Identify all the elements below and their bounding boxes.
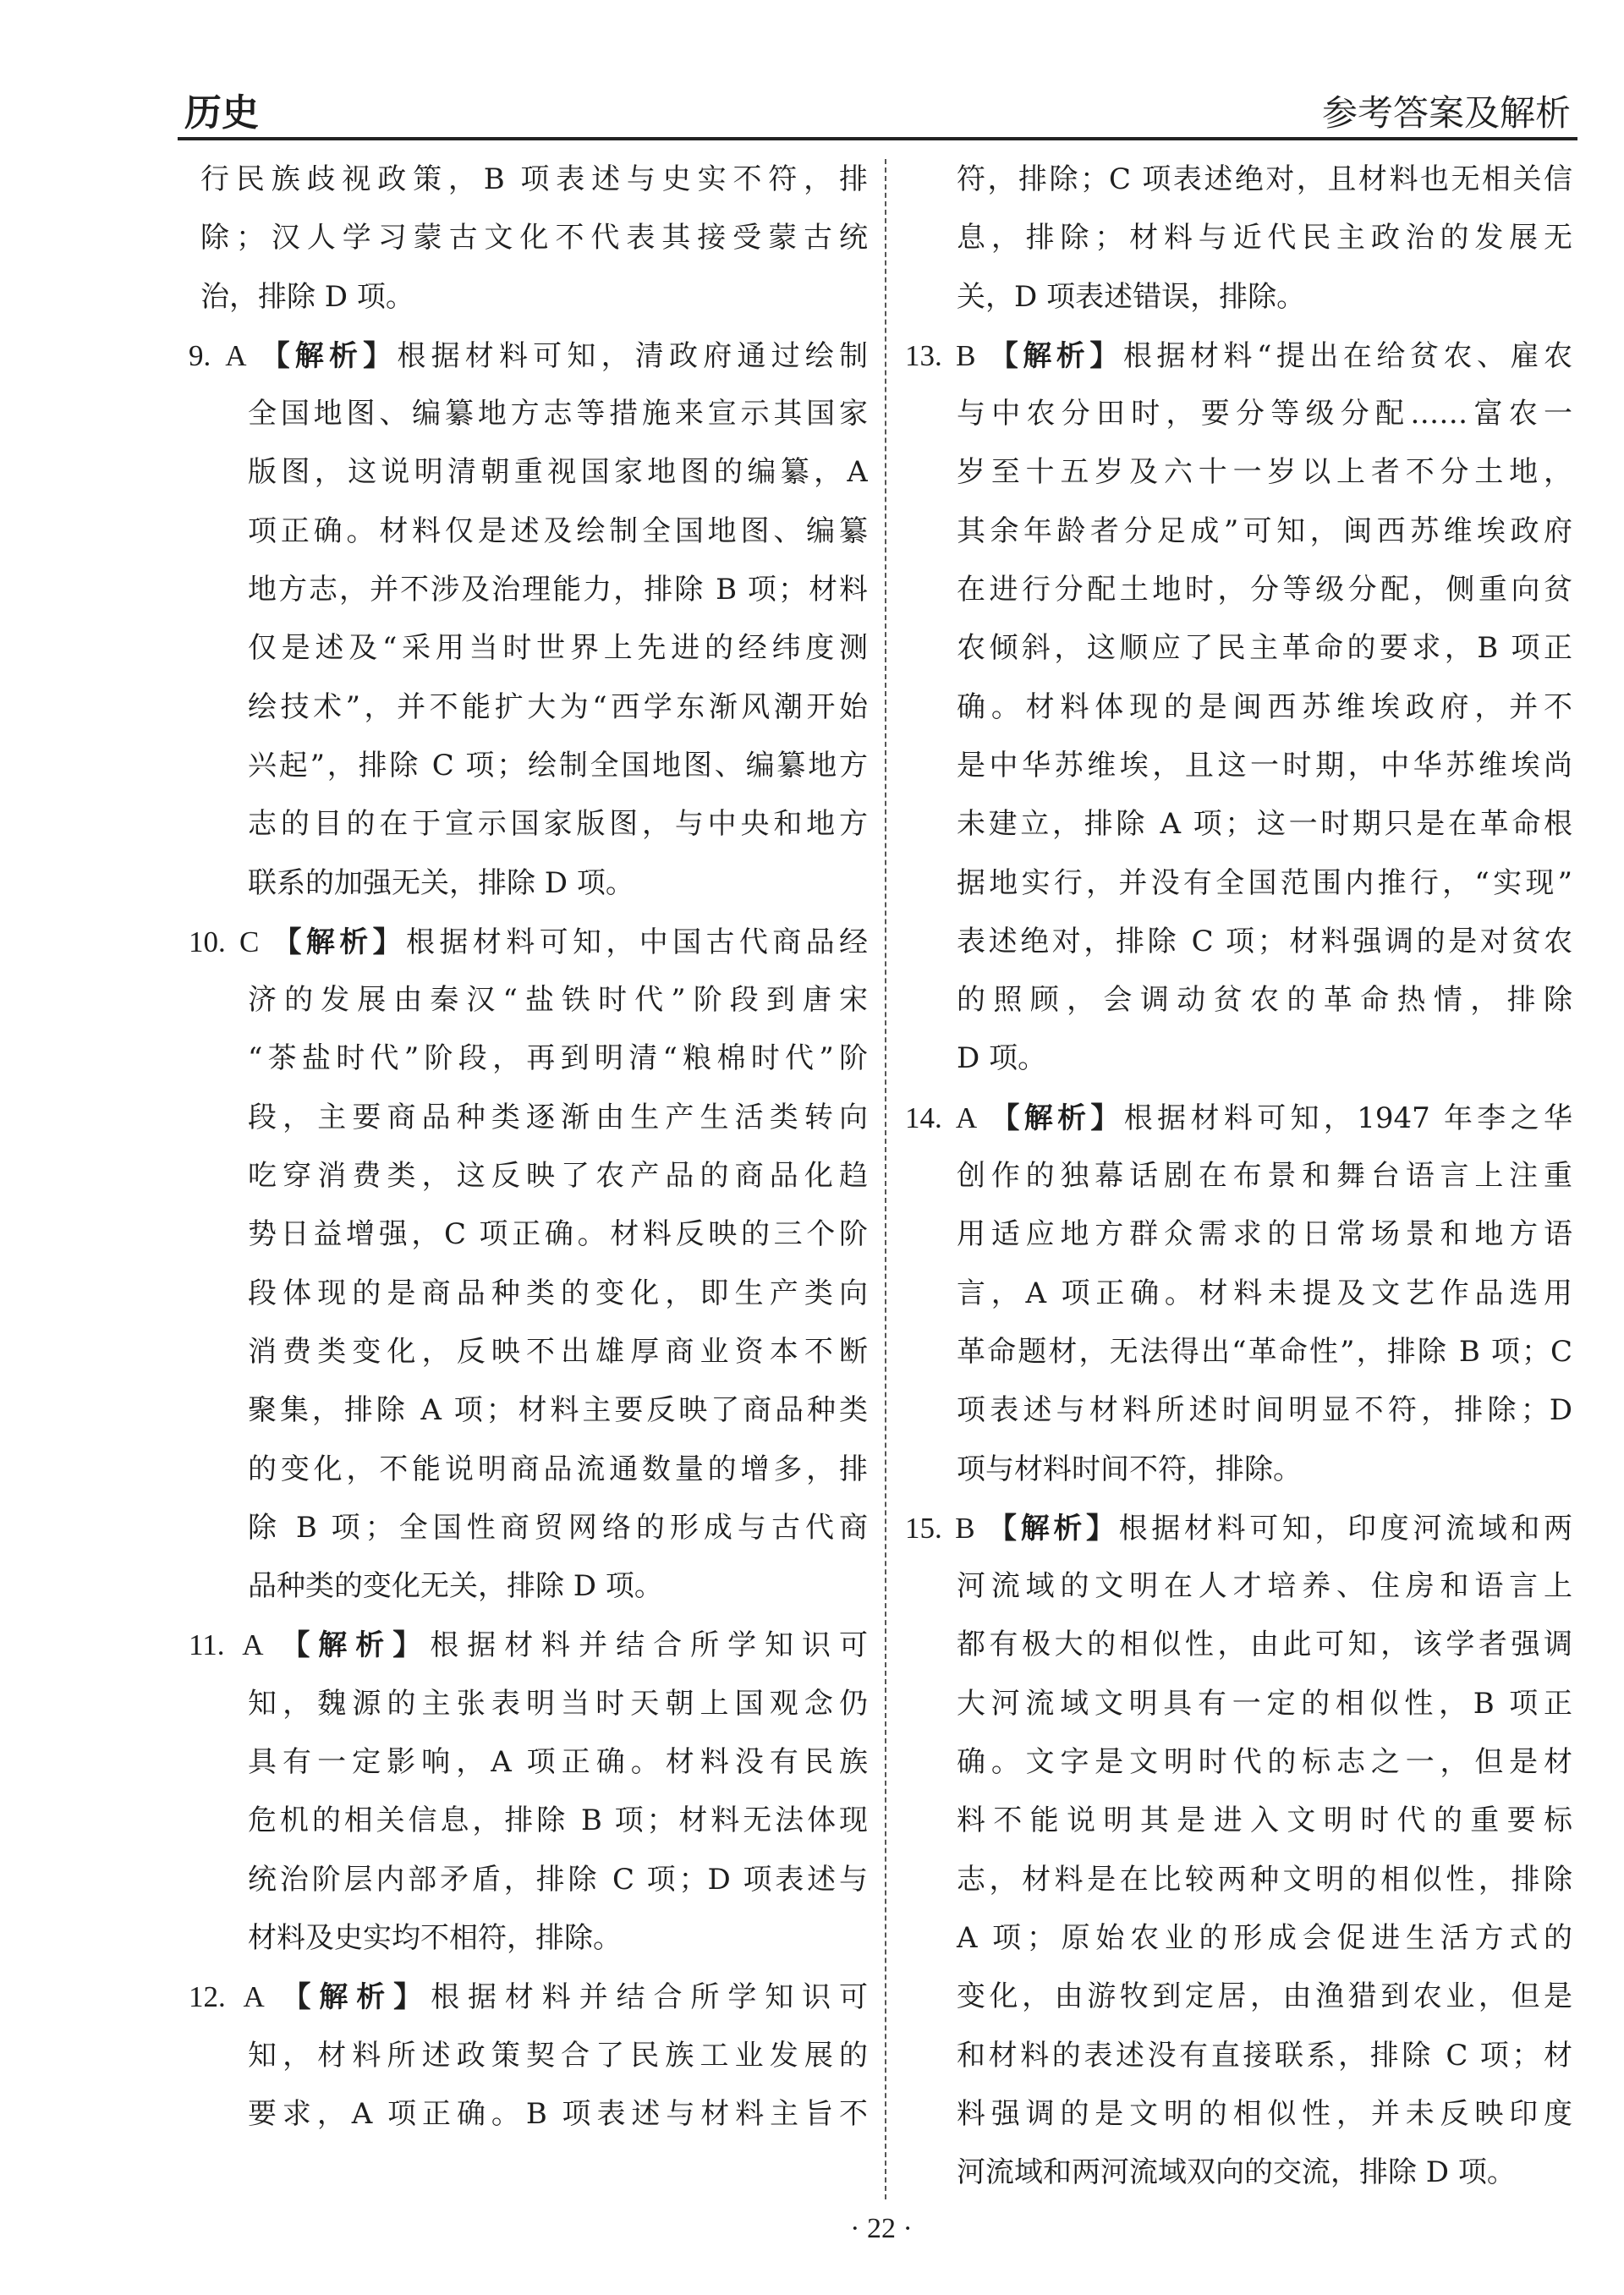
text-line: 根据材料并结合所学知识可 (430, 1628, 868, 1663)
answer-item-continued (189, 151, 868, 327)
text-line: 段体现的是商品种类的变化，即生产类向 (248, 1276, 868, 1310)
answer-item-12 (189, 1968, 868, 2144)
text-line: 济的发展由秦汉“盐铁时代”阶段到唐宋 (248, 983, 868, 1018)
text-line: 确。材料体现的是闽西苏维埃政府，并不 (957, 689, 1572, 724)
text-line: 段，主要商品种类逐渐由生产生活类转向 (248, 1100, 868, 1134)
item-number: 11. (189, 1628, 225, 1662)
item-first-line (189, 327, 868, 385)
text-line: 统治阶层内部矛盾，排除 C 项；D 项表述与 (248, 1862, 868, 1897)
item-number: 13. (905, 338, 942, 372)
text-line: 符，排除；C 项表述绝对，且材料也无相关信 (957, 162, 1572, 196)
text-line: 志的目的在于宣示国家版图，与中央和地方 (248, 807, 868, 842)
analysis-label: 【解析】 (988, 1511, 1119, 1546)
text-line: 的变化，不能说明商品流通数量的增多，排 (248, 1452, 868, 1486)
text-line: 要求，A 项正确。B 项表述与材料主旨不 (248, 2096, 868, 2131)
analysis-label: 【解析】 (281, 1628, 431, 1663)
item-number: 12. (189, 1980, 226, 2014)
answer-letter: A (243, 1980, 265, 2014)
text-line: 革命题材，无法得出“革命性”，排除 B 项；C (957, 1334, 1572, 1369)
text-line: 与中农分田时，要分等级分配……富农一 (957, 397, 1572, 431)
text-line: 志，材料是在比较两种文明的相似性，排除 (957, 1862, 1572, 1897)
answer-letter: A (242, 1628, 264, 1662)
page-header-subject: 历史 (184, 91, 259, 135)
answer-item-15 (905, 1499, 1572, 2203)
text-line: 关，D 项表述错误，排除。 (957, 279, 1306, 314)
text-line: 项表述与材料所述时间明显不符，排除；D (957, 1393, 1572, 1428)
text-line: 品种类的变化无关，排除 D 项。 (248, 1569, 663, 1604)
text-line: 版图，这说明清朝重视国家地图的编纂，A (248, 455, 868, 490)
text-line: 河流域和两河流域双向的交流，排除 D 项。 (957, 2155, 1516, 2190)
page-header-title: 参考答案及解析 (1321, 92, 1571, 134)
text-line: 农倾斜，这顺应了民主革命的要求，B 项正 (957, 631, 1572, 666)
item-number: 14. (905, 1101, 942, 1134)
text-line: 消费类变化，反映不出雄厚商业资本不断 (248, 1334, 868, 1369)
text-line: “茶盐时代”阶段，再到明清“粮棉时代”阶 (248, 1041, 868, 1076)
text-line: 仅是述及“采用当时世界上先进的经纬度测 (248, 631, 868, 666)
text-line: 变化，由游牧到定居，由渔猎到农业，但是 (957, 1979, 1572, 2014)
text-line: 聚集，排除 A 项；材料主要反映了商品种类 (248, 1393, 868, 1428)
text-line: 势日益增强，C 项正确。材料反映的三个阶 (248, 1217, 868, 1252)
text-line: 行民族歧视政策，B 项表述与史实不符，排 (200, 162, 868, 196)
item-number: 15. (905, 1511, 942, 1545)
item-first-line (905, 1499, 1572, 1557)
column-divider (885, 159, 886, 2199)
text-line: 根据材料可知，1947 年李之华 (1123, 1101, 1572, 1135)
text-line: 用适应地方群众需求的日常场景和地方语 (957, 1217, 1572, 1252)
text-line: 在进行分配土地时，分等级分配，侧重向贫 (957, 573, 1572, 607)
answer-item-14 (905, 1089, 1572, 1499)
text-line: 根据材料“提出在给贫农、雇农 (1122, 338, 1572, 373)
item-first-line (189, 1968, 868, 2026)
text-line: 料强调的是文明的相似性，并未反映印度 (957, 2096, 1572, 2131)
left-column (189, 151, 868, 2144)
text-line: 联系的加强无关，排除 D 项。 (248, 865, 634, 900)
analysis-label: 【解析】 (272, 925, 407, 959)
answer-letter: A (225, 338, 247, 372)
text-line: 河流域的文明在人才培养、住房和语言上 (957, 1569, 1572, 1604)
answer-item-9 (189, 327, 868, 913)
text-line: 地方志，并不涉及治理能力，排除 B 项；材料 (248, 573, 868, 607)
text-line: 危机的相关信息，排除 B 项；材料无法体现 (248, 1804, 868, 1838)
answer-item-continued (905, 151, 1572, 327)
analysis-label: 【解析】 (990, 1101, 1124, 1135)
answer-letter: C (239, 925, 260, 958)
text-line: 和材料的表述没有直接联系，排除 C 项；材 (957, 2038, 1572, 2073)
text-line: 知，魏源的主张表明当时天朝上国观念仍 (248, 1686, 868, 1721)
text-line: 吃穿消费类，这反映了农产品的商品化趋 (248, 1159, 868, 1194)
answer-item-13 (905, 327, 1572, 1089)
text-line: D 项。 (957, 1041, 1047, 1076)
text-line: 根据材料并结合所学知识可 (431, 1980, 868, 2015)
page-header (178, 85, 1577, 140)
answer-item-11 (189, 1616, 868, 1968)
analysis-label: 【解析】 (989, 338, 1123, 373)
text-line: 其余年龄者分足成”可知，闽西苏维埃政府 (957, 513, 1572, 548)
answer-item-10 (189, 913, 868, 1617)
answer-letter: B (955, 1511, 975, 1545)
text-line: 创作的独幕话剧在布景和舞台语言上注重 (957, 1159, 1572, 1194)
answer-letter: B (956, 338, 976, 372)
text-line: 岁至十五岁及六十一岁以上者不分土地， (957, 455, 1572, 490)
analysis-label: 【解析】 (282, 1980, 431, 2015)
text-line: 确。文字是文明时代的标志之一，但是材 (957, 1745, 1572, 1780)
item-first-line (905, 1089, 1572, 1147)
text-line: 据地实行，并没有全国范围内推行，“实现” (957, 865, 1572, 900)
text-line: 根据材料可知，清政府通过绘制 (397, 338, 868, 373)
item-first-line (189, 1616, 868, 1674)
text-line: 言，A 项正确。材料未提及文艺作品选用 (957, 1276, 1572, 1310)
right-column (905, 151, 1572, 2202)
text-line: 具有一定影响，A 项正确。材料没有民族 (248, 1745, 868, 1780)
item-first-line (189, 913, 868, 971)
page-number: · 22 · (850, 2213, 913, 2244)
text-line: 表述绝对，排除 C 项；材料强调的是对贫农 (957, 924, 1572, 958)
text-line: 息，排除；材料与近代民主政治的发展无 (957, 221, 1572, 255)
text-line: 是中华苏维埃，且这一时期，中华苏维埃尚 (957, 748, 1572, 782)
text-line: 知，材料所述政策契合了民族工业发展的 (248, 2038, 868, 2073)
item-number: 10. (189, 925, 226, 958)
analysis-label: 【解析】 (261, 338, 398, 373)
text-line: 全国地图、编纂地方志等措施来宣示其国家 (248, 397, 868, 431)
text-line: 除；汉人学习蒙古文化不代表其接受蒙古统 (200, 221, 868, 255)
text-line: 兴起”，排除 C 项；绘制全国地图、编纂地方 (248, 748, 868, 782)
text-line: A 项；原始农业的形成会促进生活方式的 (957, 1920, 1572, 1955)
text-line: 项正确。材料仅是述及绘制全国地图、编纂 (248, 513, 868, 548)
text-line: 除 B 项；全国性商贸网络的形成与古代商 (248, 1510, 868, 1545)
text-line: 未建立，排除 A 项；这一时期只是在革命根 (957, 807, 1572, 842)
text-line: 绘技术”，并不能扩大为“西学东渐风潮开始 (248, 689, 868, 724)
text-line: 都有极大的相似性，由此可知，该学者强调 (957, 1628, 1572, 1662)
text-line: 治，排除 D 项。 (200, 279, 414, 314)
text-line: 根据材料可知，印度河流域和两 (1118, 1511, 1572, 1546)
text-line: 大河流域文明具有一定的相似性，B 项正 (957, 1686, 1572, 1721)
item-first-line (905, 327, 1572, 385)
text-line: 根据材料可知，中国古代商品经 (406, 925, 868, 959)
item-number: 9. (189, 338, 211, 372)
answer-letter: A (955, 1101, 978, 1134)
text-line: 项与材料时间不符，排除。 (957, 1452, 1302, 1486)
text-line: 料不能说明其是进入文明时代的重要标 (957, 1804, 1572, 1838)
text-line: 的照顾，会调动贫农的革命热情，排除 (957, 983, 1572, 1018)
text-line: 材料及史实均不相符，排除。 (248, 1920, 622, 1955)
